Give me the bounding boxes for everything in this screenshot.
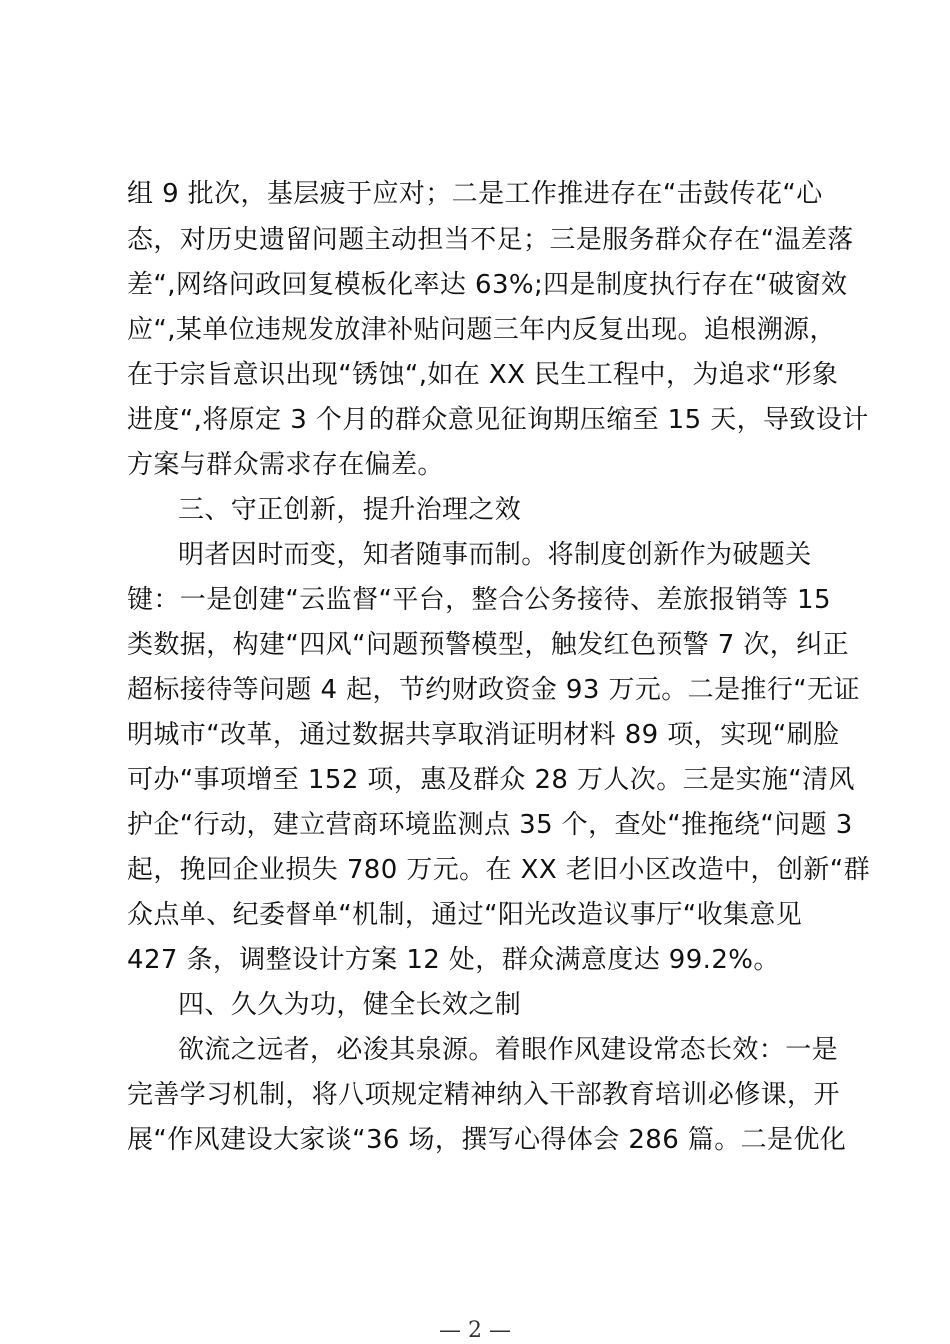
body-text-line: 类数据，构建“四风“问题预警模型，触发红色预警 7 次，纠正	[127, 630, 850, 660]
body-text-line: 组 9 批次，基层疲于应对；二是工作推进存在“击鼓传花“心	[127, 179, 823, 209]
body-text-line: 起，挽回企业损失 780 万元。在 XX 老旧小区改造中，创新“群	[127, 855, 870, 885]
body-text-line: 应“,某单位违规发放津补贴问题三年内反复出现。追根溯源，	[127, 315, 836, 345]
section-heading-4: 四、久久为功，健全长效之制	[178, 990, 522, 1020]
body-text-line: 可办“事项增至 152 项，惠及群众 28 万人次。三是实施“清风	[127, 765, 855, 795]
body-text-line: 方案与群众需求存在偏差。	[127, 450, 444, 480]
body-text-line: 欲流之远者，必浚其泉源。着眼作风建设常态长效：一是	[178, 1035, 839, 1065]
body-text-line: 在于宗旨意识出现“锈蚀“,如在 XX 民生工程中，为追求“形象	[127, 360, 839, 390]
body-text-line: 键：一是创建“云监督“平台，整合公务接待、差旅报销等 15	[127, 585, 831, 615]
body-text-line: 进度“,将原定 3 个月的群众意见征询期压缩至 15 天，导致设计	[127, 405, 869, 435]
body-text-line: 展“作风建设大家谈“36 场，撰写心得体会 286 篇。二是优化	[127, 1125, 847, 1155]
body-text-line: 明城市“改革，通过数据共享取消证明材料 89 项，实现“刷脸	[127, 720, 840, 750]
body-text-line: 超标接待等问题 4 起，节约财政资金 93 万元。二是推行“无证	[127, 675, 860, 705]
body-text-line: 完善学习机制，将八项规定精神纳入干部教育培训必修课，开	[127, 1080, 840, 1110]
body-text-line: 差“,网络问政回复模板化率达 63%;四是制度执行存在“破窗效	[127, 270, 848, 300]
body-text-line: 态，对历史遗留问题主动担当不足；三是服务群众存在“温差落	[127, 225, 854, 255]
body-text-line: 众点单、纪委督单“机制，通过“阳光改造议事厅“收集意见	[127, 900, 803, 930]
body-text-line: 明者因时而变，知者随事而制。将制度创新作为破题关	[178, 540, 812, 570]
body-text-line: 护企“行动，建立营商环境监测点 35 个，查处“推拖绕“问题 3	[127, 810, 853, 840]
section-heading-3: 三、守正创新，提升治理之效	[178, 495, 522, 525]
page-number: — 2 —	[439, 1318, 511, 1343]
body-text-line: 427 条，调整设计方案 12 处，群众满意度达 99.2%。	[127, 945, 780, 975]
